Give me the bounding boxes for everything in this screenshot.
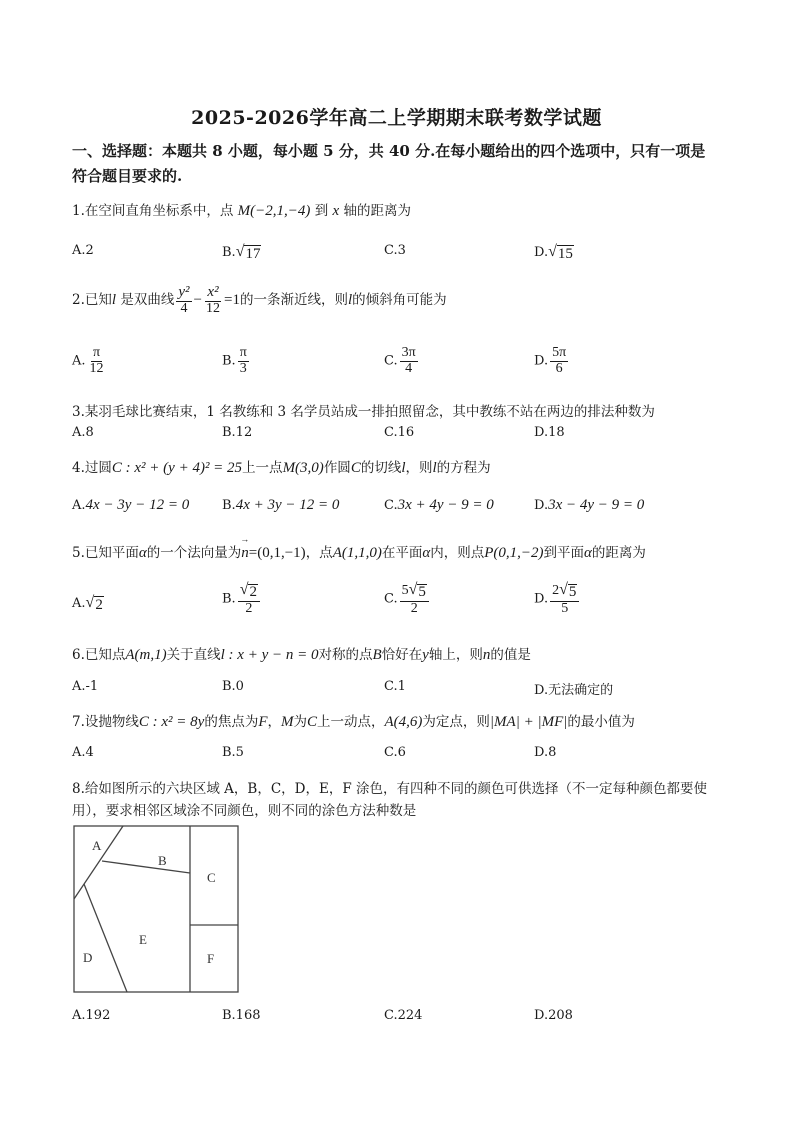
question-3-stem: 3.某羽毛球比赛结束，1 名教练和 3 名学员站成一排拍照留念，其中教练不站在两边的排法种数为 [72,404,655,420]
question-6-option-b[interactable]: B.0 [222,679,244,694]
question-4-option-b[interactable]: B.4x + 3y − 12 = 0 [222,497,340,513]
region-label-f: F [207,951,215,966]
question-1-option-c[interactable]: C.3 [384,243,406,258]
question-7-option-c[interactable]: C.6 [384,745,406,760]
question-8-option-d[interactable]: D.208 [534,1008,573,1023]
question-2-option-b[interactable]: B. $\frac{\pi}{3}$ [222,345,247,376]
region-label-e: E [139,932,147,947]
question-2-option-a[interactable]: A. $\frac{\pi}{12}$ [72,345,104,376]
question-7-option-d[interactable]: D.8 [534,745,557,760]
question-6-option-a[interactable]: A.-1 [72,679,99,694]
question-3-option-a[interactable]: A.8 [72,425,94,440]
question-6-option-d[interactable]: D.无法确定的 [534,683,614,698]
question-7-option-b[interactable]: B.5 [222,745,244,760]
question-1-option-d[interactable]: D. √ 15 [534,243,573,262]
question-4-stem: 4.过圆C : x² + (y + 4)² = 25上一点M(3,0)作圆C的切线l，则l的方程为 [72,460,491,476]
question-8-option-a[interactable]: A.192 [72,1008,111,1023]
page-title: 2025-2026学年高二上学期期末联考数学试题 [191,107,602,129]
question-4-option-c[interactable]: C.3x + 4y − 9 = 0 [384,497,494,513]
region-label-a: A [92,838,102,853]
question-5-stem: 5.已知平面α的一个法向量为→ n=(0,1,−1)，点A(1,1,0)在平面α内，则点P(0,1,−2)到平面α的距离为 [72,541,646,562]
question-2-stem: 2.已知l 是双曲线 $\frac{\text{y²}}{4}$ − $\frac{\text{x²}}{12}$ =1的一条渐近线，则l的倾斜角可能为 [72,284,447,316]
question-5-option-b[interactable]: B. √ 2 2 [222,582,262,616]
region-label-b: B [158,853,167,868]
question-2-option-d[interactable]: D. $\frac{5\pi}{6}$ [534,345,567,376]
question-8-option-c[interactable]: C.224 [384,1008,423,1023]
question-8-stem-line2: 用），要求相邻区域涂不同颜色，则不同的涂色方法种数是 [72,803,417,819]
question-7-stem: 7.设抛物线C : x² = 8y的焦点为F，M为C上一动点，A(4,6)为定点，则|MA| + |MF|的最小值为 [72,714,635,730]
question-5-option-d[interactable]: D. 2 √ 5 5 [534,582,581,616]
section-heading-line1: 一、选择题：本题共 8 小题，每小题 5 分，共 40 分.在每小题给出的四个选项中，只有一项是 [72,142,706,160]
question-7-option-a[interactable]: A.4 [72,745,94,760]
question-1-option-a[interactable]: A.2 [72,243,94,258]
question-3-option-b[interactable]: B.12 [222,425,253,440]
question-3-option-c[interactable]: C.16 [384,425,415,440]
question-5-option-a[interactable]: A. √ 2 [72,594,103,613]
question-4-option-a[interactable]: A.4x − 3y − 12 = 0 [72,497,190,513]
diagram-divider-d-e [84,884,127,992]
question-1-option-b[interactable]: B. √ 17 [222,243,261,262]
question-5-option-c[interactable]: C. 5 √ 5 2 [384,582,431,616]
question-2-option-c[interactable]: C. $\frac{3\pi}{4}$ [384,345,416,376]
question-4-option-d[interactable]: D.3x − 4y − 9 = 0 [534,497,645,513]
question-8-stem-line1: 8.给如图所示的六块区域 A，B，C，D，E，F 涂色，有四种不同的颜色可供选择（不一定每种颜色都要使 [72,781,708,797]
section-heading-line2: 符合题目要求的. [72,167,183,185]
question-1-stem: 1.在空间直角坐标系中，点 M(−2,1,−4) 到 x 轴的距离为 [72,203,411,219]
region-label-d: D [83,950,93,965]
question-3-option-d[interactable]: D.18 [534,425,565,440]
region-label-c: C [207,870,216,885]
question-6-stem: 6.已知点A(m,1)关于直线l : x + y − n = 0对称的点B恰好在y轴上，则n的值是 [72,647,531,663]
question-6-option-c[interactable]: C.1 [384,679,406,694]
diagram-divider-b-e [102,861,190,873]
question-8-option-b[interactable]: B.168 [222,1008,261,1023]
region-diagram [72,824,242,996]
